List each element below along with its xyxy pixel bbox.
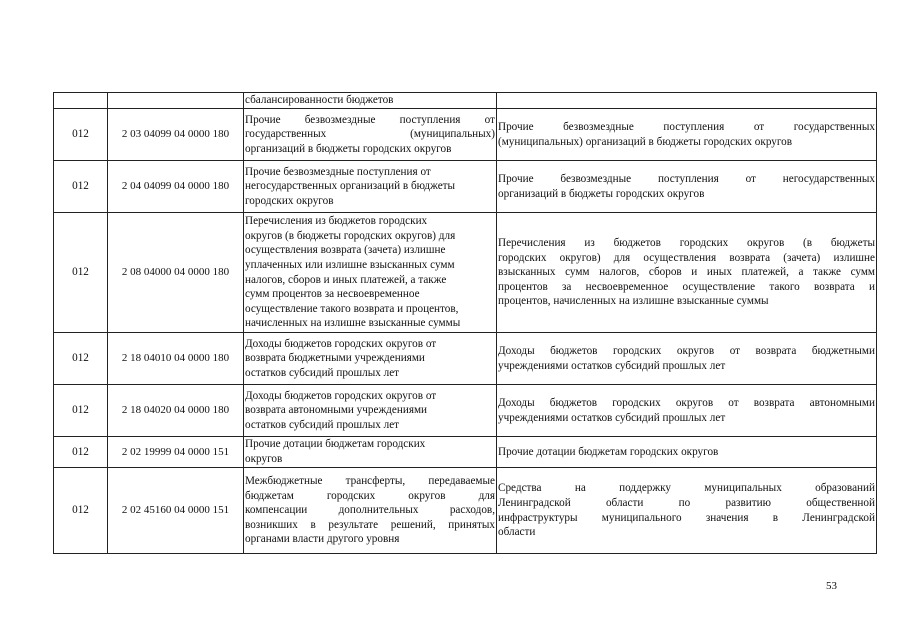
- table-row: [54, 213, 877, 333]
- budget-class-code-cell: 2 02 19999 04 0000 151: [108, 437, 244, 468]
- revenue-name-line: возникших в результате решений, принятых: [245, 518, 495, 531]
- revenue-name-line: округов: [245, 453, 283, 465]
- revenue-name-cell: [244, 437, 497, 468]
- revenue-description-line: Прочие безвозмездные поступления от негосударственных: [498, 172, 875, 185]
- revenue-description-line: городских округов) для осуществления возврата (зачета) излишне: [498, 251, 875, 264]
- revenue-name-line: городских округов: [245, 194, 334, 207]
- table-row: [54, 468, 877, 554]
- revenue-name-line: Перечисления из бюджетов городских: [245, 215, 428, 228]
- revenue-name-line: уплаченных или излишне взысканных сумм: [245, 258, 455, 271]
- table-row: [54, 109, 877, 161]
- revenue-name-line: организаций в бюджеты городских округов: [245, 142, 452, 155]
- revenue-name-line: негосударственных организаций в бюджеты: [245, 180, 456, 193]
- budget-class-code-cell: 2 02 45160 04 0000 151: [108, 468, 244, 554]
- revenue-name-line: Доходы бюджетов городских округов от: [245, 337, 437, 350]
- revenue-name-line: государственных (муниципальных): [245, 128, 495, 141]
- revenue-name-line: начисленных на излишне взысканные суммы: [245, 317, 461, 330]
- revenue-name-cell: [244, 161, 497, 213]
- revenue-description-cell: [497, 109, 877, 161]
- revenue-name-line: компенсации дополнительных расходов,: [245, 504, 495, 517]
- revenue-name-cell: [244, 333, 497, 385]
- revenue-name-line: Доходы бюджетов городских округов от: [245, 389, 437, 402]
- admin-code-cell: 012: [54, 213, 108, 333]
- revenue-name-line: возврата бюджетными учреждениями: [245, 352, 425, 365]
- revenue-description-line: Ленинградской области по развитию общественной: [498, 496, 875, 509]
- revenue-name-line: налогов, сборов и иных платежей, а также: [245, 273, 447, 286]
- revenue-description-line: инфраструктуры муниципального значения в Ленинградской: [498, 511, 875, 524]
- revenue-description-cell: [497, 161, 877, 213]
- revenue-description-line: процентов, начисленных на излишне взысканные суммы: [498, 295, 769, 308]
- revenue-description-line: области: [498, 526, 536, 539]
- revenue-codes-table: [53, 92, 877, 554]
- revenue-name-line: остатков субсидий прошлых лет: [245, 366, 400, 379]
- revenue-description-line: процентов за несвоевременное осуществление такого возврата и: [498, 280, 875, 293]
- revenue-name-line: возврата автономными учреждениями: [245, 404, 428, 417]
- admin-code-cell: 012: [54, 468, 108, 554]
- revenue-description-line: Прочие безвозмездные поступления от государственных: [498, 120, 875, 133]
- revenue-name-line: Прочие дотации бюджетам городских: [245, 438, 426, 451]
- revenue-description-line: Доходы бюджетов городских округов от возврата автономными: [498, 396, 875, 409]
- revenue-description-line: взысканных сумм налогов, сборов и иных платежей, а также сумм: [498, 266, 875, 279]
- revenue-description-cell: [497, 213, 877, 333]
- budget-class-code-cell: 2 18 04020 04 0000 180: [108, 385, 244, 437]
- admin-code-cell: 012: [54, 161, 108, 213]
- revenue-name-line: сбалансированности бюджетов: [245, 94, 394, 107]
- table-body: [54, 93, 877, 554]
- table-row: [54, 333, 877, 385]
- revenue-name-line: Прочие безвозмездные поступления от: [245, 113, 495, 126]
- budget-class-code-cell: [108, 93, 244, 109]
- admin-code-cell: [54, 93, 108, 109]
- admin-code-cell: 012: [54, 437, 108, 468]
- revenue-description-line: Доходы бюджетов городских округов от возврата бюджетными: [498, 344, 875, 357]
- table-row: [54, 93, 877, 109]
- revenue-name-cell: [244, 109, 497, 161]
- budget-class-code-cell: 2 04 04099 04 0000 180: [108, 161, 244, 213]
- revenue-description-line: Средства на поддержку муниципальных образований: [498, 482, 875, 495]
- budget-class-code-cell: 2 03 04099 04 0000 180: [108, 109, 244, 161]
- budget-class-code-cell: 2 18 04010 04 0000 180: [108, 333, 244, 385]
- revenue-description-line: организаций в бюджеты городских округов: [498, 187, 705, 200]
- revenue-name-line: осуществление такого возврата и процентов,: [245, 302, 459, 315]
- revenue-name-line: Межбюджетные трансферты, передаваемые: [245, 475, 495, 488]
- admin-code-cell: 012: [54, 109, 108, 161]
- revenue-name-line: остатков субсидий прошлых лет: [245, 418, 400, 431]
- revenue-description-cell: [497, 333, 877, 385]
- revenue-description-cell: [497, 437, 877, 468]
- revenue-description-line: (муниципальных) организаций в бюджеты городских округов: [498, 135, 793, 148]
- revenue-name-line: бюджетам городских округов для: [245, 489, 495, 502]
- revenue-name-cell: [244, 468, 497, 554]
- budget-class-code-cell: 2 08 04000 04 0000 180: [108, 213, 244, 333]
- page-number: 53: [826, 580, 837, 592]
- table-row: [54, 161, 877, 213]
- table-row: [54, 437, 877, 468]
- revenue-description-cell: [497, 468, 877, 554]
- admin-code-cell: 012: [54, 385, 108, 437]
- revenue-description-line: Прочие дотации бюджетам городских округов: [498, 445, 719, 458]
- table-row: [54, 385, 877, 437]
- revenue-name-line: органами власти другого уровня: [245, 533, 400, 546]
- revenue-description-line: учреждениями остатков субсидий прошлых лет: [498, 411, 726, 424]
- revenue-name-cell: [244, 385, 497, 437]
- admin-code-cell: 012: [54, 333, 108, 385]
- revenue-name-line: округов (в бюджеты городских округов) для: [245, 229, 456, 242]
- revenue-name-line: сумм процентов за несвоевременное: [245, 288, 420, 301]
- revenue-description-line: учреждениями остатков субсидий прошлых лет: [498, 359, 726, 372]
- revenue-name-line: осуществления возврата (зачета) излишне: [245, 244, 446, 257]
- revenue-name-cell: [244, 93, 497, 109]
- revenue-description-line: Перечисления из бюджетов городских округов (в бюджеты: [498, 237, 875, 250]
- revenue-name-cell: [244, 213, 497, 333]
- revenue-description-cell: [497, 93, 877, 109]
- revenue-description-cell: [497, 385, 877, 437]
- revenue-name-line: Прочие безвозмездные поступления от: [245, 165, 431, 178]
